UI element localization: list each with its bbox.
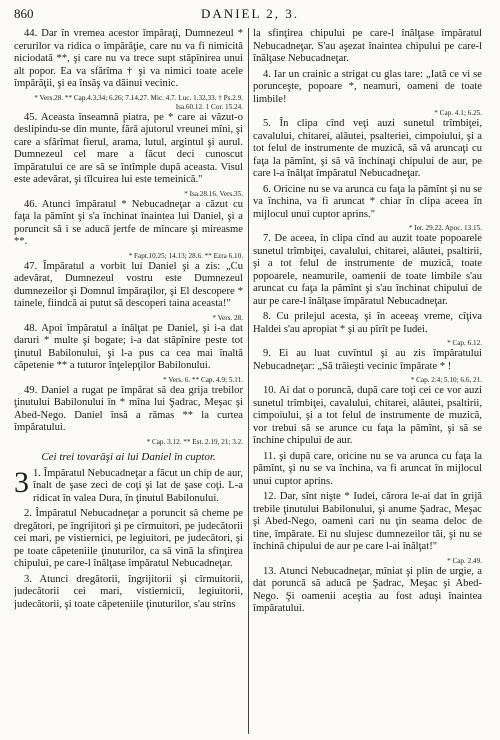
cross-refs-2-46: * Fapt.10.25; 14.13; 28.6. ** Ezra 6.10. <box>128 251 243 260</box>
cross-refs-2-48: * Vers. 6. ** Cap. 4.9; 5.11. <box>163 375 243 384</box>
verse-3-12: 12. Dar, sînt nişte * Iudei, cărora le-ai dat în grijă trebile ţinutului Babilonului, şi anume Şadrac, Meşac şi Abed-Nego, oameni cari nu ţin seama deloc de tine, împărate. Ei nu slujesc dumnezeilor tăi, şi nu se închină chipului de aur pe care l-ai înălţat!" <box>253 491 482 552</box>
cross-refs-2-45: * Isa.28.16. Vers.35. <box>184 189 243 198</box>
verse-3-1 <box>14 465 243 506</box>
section-title: Cei trei tovarăşi ai lui Daniel în cuptor. <box>41 450 216 463</box>
cross-refs-3-8: * Cap. 6.12. <box>447 339 482 347</box>
verse-2-47: 47. Împăratul a vorbit lui Daniel şi a zis: „Cu adevărat, Dumnezeul vostru este Dumnezeul dumnezeilor şi Domnul împăraţilor, şi El descopere * tainele, fiindcă ai putut să descoperi taina aceasta!" <box>14 260 243 309</box>
chapter-dropcap: 3 <box>14 465 29 499</box>
cross-refs-2-44: * Vers.28. ** Cap.4.3,34; 6.26; 7.14,27. Mic. 4.7. Luc. 1.32,33. † Ps.2.9. Isa.60.12. 1 Cor. 15.24. <box>34 93 243 111</box>
verse-2-49: 49. Daniel a rugat pe împărat să dea grija trebilor ţinutului Babilonului în * mîna lui Şadrac, Meşac şi Abed-Nego. Daniel însă a rămas ** la curtea împăratului. <box>14 384 243 433</box>
cross-refs-3-9: * Cap. 2.4; 5.10; 6.6, 21. <box>410 376 482 384</box>
verse-3-2: 2. Împăratul Nebucadneţar a poruncit să cheme pe dregători, pe îngrijitori şi pe cîrmuitori, pe judecătorii cei mari, pe vistiernici, pe legiuitori, pe judecători, şi pe toate căpeteniile ţinuturilor, ca să vină la sfinţirea chipului, pe care-l înălţase împăratul Nebucadneţar. <box>14 508 243 569</box>
verse-3-3: 3. Atunci dregătorii, îngrijitorii şi cîrmuitorii, judecătorii cei mari, vistiernicii, legiuitorii, judecătorii, şi toate căpeteniile ţinuturilor, s'au strîns <box>14 573 243 610</box>
page-number: 860 <box>14 6 34 21</box>
cross-refs-3-6: * Ier. 29.22. Apoc. 13.15. <box>408 224 482 232</box>
verse-3-10: 10. Ai dat o poruncă, după care toţi cei ce vor auzi sunetul trîmbiţei, cavalului, chitarei, alăutei, psaltirii, cimpoiului, şi a tot felul de instrumente de muzică, vor trebui să se arunce cu faţa la pămînt, şi să se închine chipului de aur. <box>253 385 482 446</box>
verse-2-46: 46. Atunci împăratul * Nebucadneţar a căzut cu faţa la pămînt şi s'a închinat înaintea lui Daniel, şi a poruncit să i se aducă jertfe de mîncare şi mireasme **. <box>14 198 243 247</box>
verse-3-9: 9. Ei au luat cuvîntul şi au zis împăratului Nebucadneţar: „Să trăieşti vecinic împărate * ! <box>253 348 482 372</box>
verse-3-5: 5. În clipa cînd veţi auzi sunetul trîmbiţei, cavalului, chitarei, alăutei, psalteriei, cimpoiului, şi a tot felul de instrumente de muzică, să vă aruncaţi cu faţa la pămînt, şi să vă închinaţi chipului de aur, pe care l-a înălţat împăratul Nebucadneţar. <box>253 118 482 179</box>
running-head: DANIEL 2, 3. <box>201 6 299 21</box>
verse-3-8: 8. Cu prilejul acesta, şi în aceeaş vreme, cîţiva Haldei s'au apropiat * şi au pîrît pe Iudei. <box>253 311 482 335</box>
verse-3-3-continued: la sfinţirea chipului pe care-l înălţase împăratul Nebucadneţar. S'au aşezat înaintea chipului pe care-l înălţase Nebucadneţar. <box>253 28 482 64</box>
cross-refs-3-4: * Cap. 4.1; 6.25. <box>434 109 482 117</box>
verse-3-4: 4. Iar un crainic a strigat cu glas tare: „Iată ce vi se porunceşte, popoare *, neamuri, oameni de toate limbile! <box>253 68 482 105</box>
verse-2-45: 45. Aceasta înseamnă piatra, pe * care ai văzut-o deslipindu-se din munte, fără ajutorul vreunei mîni, şi care a sfărîmat fierul, arama, lutul, argintul şi aurul. Dumnezeul cel mare a făcut deci cunoscut împăratului ce are să se întîmple după aceasta. Visul este adevărat, şi tîlcuirea lui este temeinică." <box>14 111 243 185</box>
verse-3-7: 7. De aceea, în clipa cînd au auzit toate popoarele sunetul trîmbiţei, cavalului, chitarei, alăutei, psaltirii, şi a tot felul de instrumente de muzică, toate popoarele, neamurile, oamenii de toate limbile s'au aruncat cu faţa la pămînt şi s'au închinat chipului de aur pe care-l înălţase împăratul Nebucadneţar. <box>253 233 482 307</box>
verse-3-11: 11. şi după care, oricine nu se va arunca cu faţa la pămînt, şi nu se va închina, va fi aruncat în mijlocul unui cuptor aprins. <box>253 450 482 487</box>
right-column <box>253 28 482 736</box>
cross-refs-3-12: * Cap. 2.49. <box>447 556 482 565</box>
left-column <box>14 28 243 736</box>
verse-2-44: 44. Dar în vremea acestor împăraţi, Dumnezeul * cerurilor va ridica o împărăţie, care nu va fi nimicită niciodată **, şi care nu va trece supt stăpînirea unui alt popor. Ea va sfărîma † şi va nimici toate acele împărăţii, şi ea însăş va dăinui vecinic. <box>14 28 243 89</box>
column-divider <box>248 28 249 734</box>
verse-3-13: 13. Atunci Nebucadneţar, mîniat şi plin de urgie, a dat poruncă să aducă pe Şadrac, Meşac şi Abed-Nego. Şi oamenii aceştia au fost aduşi înaintea împăratului. <box>253 565 482 614</box>
verse-3-6: 6. Oricine nu se va arunca cu faţa la pămînt şi nu se va închina, va fi aruncat * chiar în clipa aceea în mijlocul unui cuptor aprins." <box>253 183 482 220</box>
verse-3-1-text: 1. Împăratul Nebucadneţar a făcut un chip de aur, înalt de şase zeci de coţi şi lat de şase coţi. L-a ridicat în valea Dura, în ţinutul Babilonului. <box>33 467 243 504</box>
cross-refs-2-47: * Vers. 28. <box>212 313 243 322</box>
verse-2-48: 48. Apoi împăratul a înălţat pe Daniel, şi i-a dat daruri * multe şi bogate; i-a dat stăpînire peste tot ţinutul Babilonului, şi l-a pus ca cea mai înaltă căpetenie ** a tuturor înţelepţilor Babilonului. <box>14 322 243 371</box>
cross-refs-2-49: * Cap. 3.12. ** Est. 2.19, 21; 3.2. <box>146 437 243 446</box>
page-header <box>14 6 486 26</box>
